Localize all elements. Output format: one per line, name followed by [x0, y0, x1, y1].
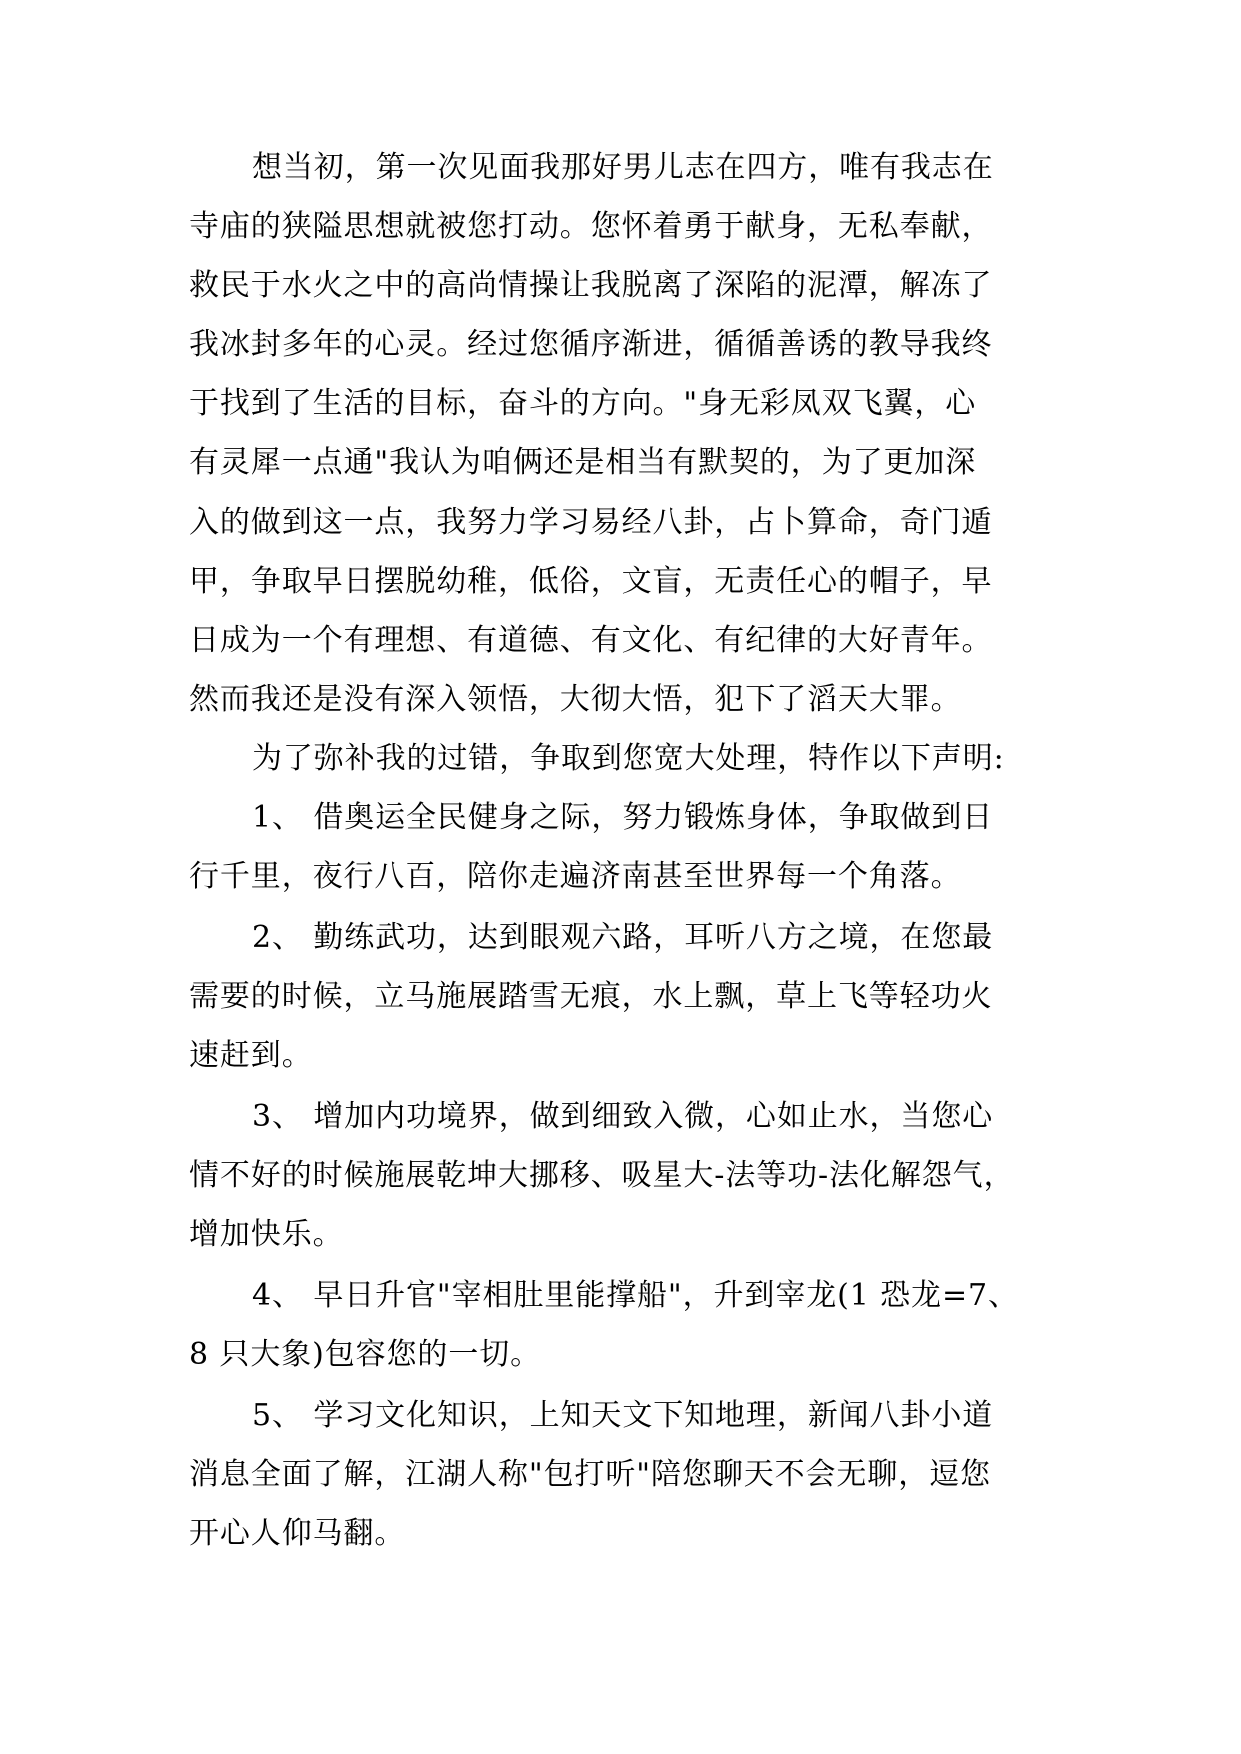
text-line: 消息全面了解，江湖人称"包打听"陪您聊天不会无聊，逗您 — [189, 1457, 991, 1492]
text-line: 于找到了生活的目标，奋斗的方向。"身无彩凤双飞翼，心 — [189, 386, 977, 421]
text-line: 入的做到这一点，我努力学习易经八卦，占卜算命，奇门遁 — [189, 505, 993, 540]
text-line: 甲，争取早日摆脱幼稚，低俗，文盲，无责任心的帽子，早 — [189, 564, 993, 599]
text-line: 情不好的时候施展乾坤大挪移、吸星大-法等功-法化解怨气， — [189, 1158, 1015, 1193]
text-line: 3、 增加内功境界，做到细致入微，心如止水，当您心 — [252, 1099, 994, 1134]
text-line: 需要的时候，立马施展踏雪无痕，水上飘，草上飞等轻功火 — [189, 979, 993, 1014]
text-line: 增加快乐。 — [189, 1217, 344, 1252]
text-line: 寺庙的狭隘思想就被您打动。您怀着勇于献身，无私奉献， — [189, 209, 993, 244]
text-line: 为了弥补我的过错，争取到您宽大处理，特作以下声明: — [252, 741, 1005, 776]
text-line: 开心人仰马翻。 — [189, 1516, 406, 1551]
text-line: 想当初，第一次见面我那好男儿志在四方，唯有我志在 — [252, 150, 994, 185]
text-line: 速赶到。 — [189, 1038, 313, 1073]
text-line: 行千里，夜行八百，陪你走遍济南甚至世界每一个角落。 — [189, 859, 962, 894]
text-line: 我冰封多年的心灵。经过您循序渐进，循循善诱的教导我终 — [189, 327, 993, 362]
text-line: 救民于水火之中的高尚情操让我脱离了深陷的泥潭，解冻了 — [189, 268, 993, 303]
text-line: 2、 勤练武功，达到眼观六路，耳听八方之境，在您最 — [252, 920, 994, 955]
text-line: 8 只大象)包容您的一切。 — [189, 1337, 542, 1372]
text-line: 5、 学习文化知识，上知天文下知地理，新闻八卦小道 — [252, 1398, 994, 1433]
text-line: 然而我还是没有深入领悟，大彻大悟，犯下了滔天大罪。 — [189, 682, 962, 717]
text-line: 1、 借奥运全民健身之际，努力锻炼身体，争取做到日 — [252, 800, 994, 835]
text-line: 日成为一个有理想、有道德、有文化、有纪律的大好青年。 — [189, 623, 993, 658]
text-line: 4、 早日升官"宰相肚里能撑船"，升到宰龙(1 恐龙=7、 — [252, 1278, 1019, 1313]
text-line: 有灵犀一点通"我认为咱俩还是相当有默契的，为了更加深 — [189, 445, 977, 480]
